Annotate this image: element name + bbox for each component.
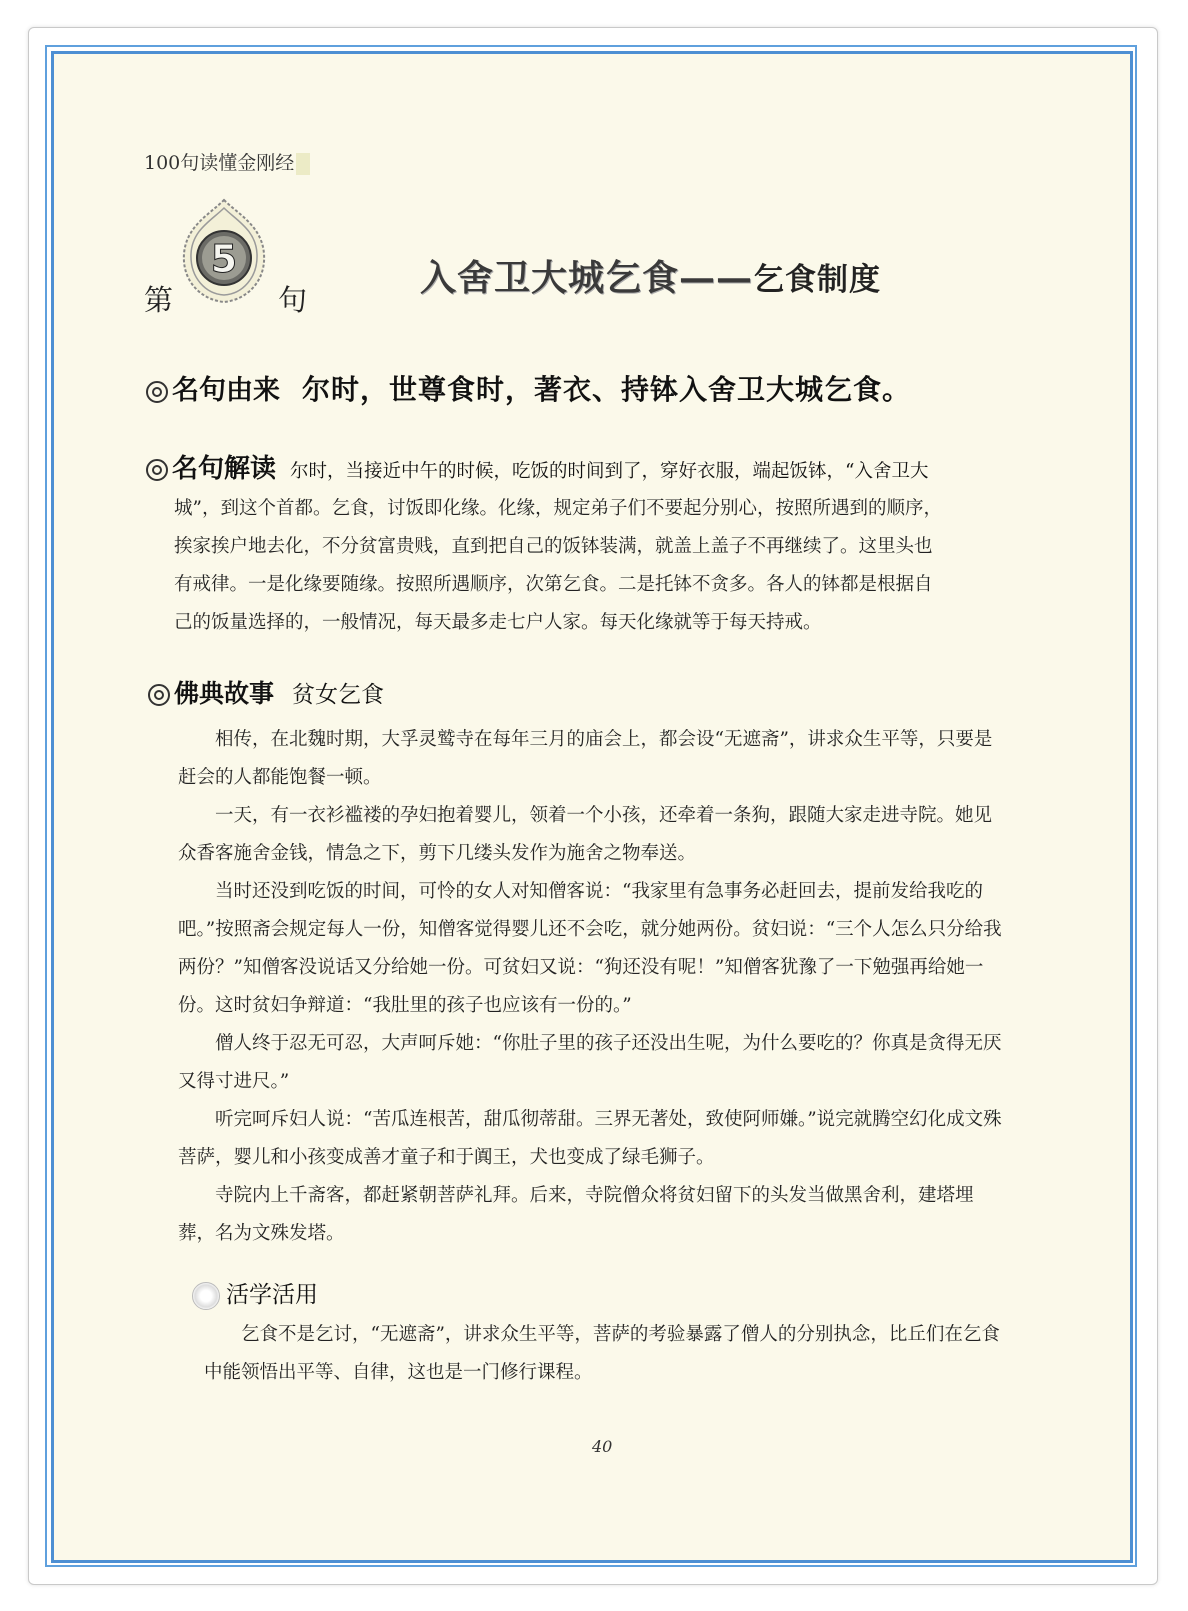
famous-quote: 尔时，世尊食时，著衣、持钵入舍卫大城乞食。 [302, 373, 912, 406]
chapter-title-main: 入舍卫大城乞食—— [420, 257, 754, 299]
bullseye-icon [146, 381, 168, 403]
interpretation-line: 城”，到这个首都。乞食，讨饭即化缘。化缘，规定弟子们不要起分别心，按照所遇到的顺序， [174, 498, 942, 519]
section-application-label: 活学活用 [226, 1282, 318, 1308]
application-text: 乞食不是乞讨，“无遮斋”，讲求众生平等，菩萨的考验暴露了僧人的分别执念，比丘们在乞食中能领悟出平等、自律，这也是一门修行课程。 [204, 1324, 1000, 1383]
interpretation-line: 挨家挨户地去化，不分贫富贵贱，直到把自己的饭钵装满，就盖上盖子不再继续了。这里头也 [174, 536, 933, 557]
chapter-suffix: 句 [278, 283, 308, 317]
story-paragraph: 一天，有一衣衫褴褛的孕妇抱着婴儿，领着一个小孩，还牵着一条狗，跟随大家走进寺院。她见众香客施舍金钱，情急之下，剪下几缕头发作为施舍之物奉送。 [178, 805, 993, 864]
section-origin-label: 名句由来 [172, 375, 280, 406]
chapter-number: 5 [210, 237, 238, 281]
story-paragraph: 僧人终于忍无可忍，大声呵斥她：“你肚子里的孩子还没出生呢，为什么要吃的？你真是贪得无厌又得寸进尺。” [178, 1033, 1002, 1092]
book-title: 100句读懂金刚经 [144, 152, 295, 174]
section-interpretation [146, 448, 928, 485]
story-body [178, 721, 1004, 1253]
circle-ornament-icon [192, 1282, 220, 1310]
interpretation-line: 有戒律。一是化缘要随缘。按照所遇顺序，次第乞食。二是托钵不贪多。各人的钵都是根据自 [174, 574, 933, 595]
chapter-title [420, 250, 881, 301]
running-header [144, 148, 310, 175]
interpretation-first-line: 尔时，当接近中午的时候，吃饭的时间到了，穿好衣服，端起饭钵，“入舍卫大 [290, 461, 929, 482]
chapter-prefix: 第 [144, 283, 174, 317]
bullseye-icon [148, 684, 170, 706]
section-application [192, 1276, 318, 1310]
section-story [148, 674, 384, 710]
chapter-subtitle: 乞食制度 [753, 262, 882, 298]
book-page [54, 54, 1124, 1554]
story-paragraph: 当时还没到吃饭的时间，可怜的女人对知僧客说：“我家里有急事务必赶回去，提前发给我吃的吧。”按照斋会规定每人一份，知僧客觉得婴儿还不会吃，就分她两份。贫妇说：“三个人怎么只分给我两份？”知僧客没说话又分给她一份。可贫妇又说：“狗还没有呢！”知僧客犹豫了一下勉强再给她一份。这时贫妇争辩道：“我肚里的孩子也应该有一份的。” [178, 881, 1002, 1016]
interpretation-line: 己的饭量选择的，一般情况，每天最多走七户人家。每天化缘就等于每天持戒。 [174, 612, 822, 633]
story-paragraph: 相传，在北魏时期，大孚灵鹫寺在每年三月的庙会上，都会设“无遮斋”，讲求众生平等，只要是赶会的人都能饱餐一顿。 [178, 729, 993, 788]
header-decoration [296, 153, 310, 175]
chapter-number-emblem-icon [176, 196, 272, 306]
bullseye-icon [146, 459, 168, 481]
story-title: 贫女乞食 [292, 682, 385, 708]
story-paragraph: 寺院内上千斋客，都赶紧朝菩萨礼拜。后来，寺院僧众将贫妇留下的头发当做黑舍利，建塔埋葬，名为文殊发塔。 [178, 1185, 974, 1244]
section-interpretation-label: 名句解读 [172, 454, 277, 484]
story-paragraph: 听完呵斥妇人说：“苦瓜连根苦，甜瓜彻蒂甜。三界无著处，致使阿师嫌。”说完就腾空幻化成文殊菩萨，婴儿和小孩变成善才童子和于阗王，犬也变成了绿毛狮子。 [178, 1109, 1002, 1168]
page-number: 40 [592, 1437, 613, 1456]
section-story-label: 佛典故事 [174, 679, 275, 708]
section-origin [146, 368, 911, 408]
application-body [204, 1316, 1004, 1392]
